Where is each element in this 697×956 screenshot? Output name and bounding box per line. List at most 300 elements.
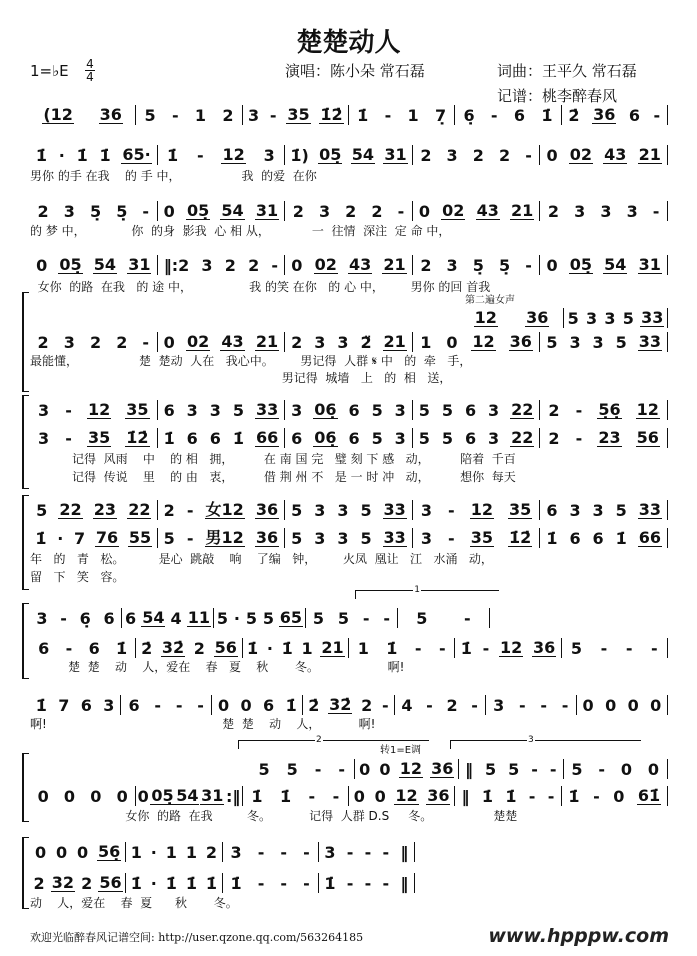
staff [30, 200, 668, 222]
note: 31 [384, 145, 407, 164]
lyric-line: 楚 楚 动 人，爱在 春 夏 秋 冬。 啊! [30, 660, 405, 674]
note: ‖ [400, 842, 409, 862]
note: 6 [186, 428, 198, 448]
note: 1̇ [481, 786, 493, 806]
note: 33 [255, 400, 279, 419]
note: 6 [348, 400, 360, 420]
note: 61̇ [637, 786, 661, 805]
note: - [271, 255, 279, 275]
note: 21 [511, 201, 534, 220]
staff [30, 694, 668, 716]
note: 33 [641, 308, 664, 327]
note: 3 [103, 695, 115, 715]
lyric-line: 女你 的路 在我 冬。 记得 人群 D.S 冬。 楚楚 [30, 809, 518, 823]
note: 3 [420, 500, 432, 520]
note: 36 [532, 638, 556, 657]
note: 06̣ [314, 400, 337, 419]
note: 1̇ [205, 873, 218, 893]
note: 33 [638, 332, 661, 351]
note: 1̇ [35, 145, 48, 165]
note: 0 [36, 255, 48, 275]
note: - [528, 786, 536, 806]
note: 65· [122, 145, 151, 164]
note: 23 [93, 500, 117, 519]
note: 32̇ [161, 638, 185, 657]
note: 2̇ [308, 695, 320, 715]
measure [158, 333, 285, 352]
note: 3 [592, 500, 604, 520]
note: 5 [360, 500, 372, 520]
lyric-line: 女你 的路 在我 的 途 中， 我 的笑 在你 的 心 中， 男你 的回 首我 [30, 280, 491, 294]
note: 36 [255, 500, 279, 519]
measure [540, 146, 667, 165]
note: - [438, 638, 446, 658]
note: 5 [286, 759, 298, 779]
note: - [518, 695, 526, 715]
note: - [280, 842, 288, 862]
note: 5̣ [116, 201, 128, 221]
note: 5 [418, 400, 430, 420]
note: 5 [546, 332, 558, 352]
note: - [575, 400, 583, 420]
system-bracket [22, 395, 29, 489]
measure [30, 146, 157, 165]
note: 12 [87, 400, 111, 419]
measure [540, 529, 667, 548]
note: 3 [493, 695, 505, 715]
note: 0 [55, 842, 68, 862]
note: 2 [163, 500, 175, 520]
staff [30, 331, 668, 353]
measure [30, 696, 120, 715]
note: 5̣6̣ [598, 400, 621, 419]
note: 12 [395, 786, 418, 805]
note: 7 [74, 528, 86, 548]
note: 0 [291, 255, 303, 275]
measure [285, 146, 412, 165]
note: 6 [628, 105, 641, 125]
note: 05̣ [569, 255, 593, 274]
measure [158, 429, 285, 448]
measure [455, 106, 560, 125]
note: 2 [37, 332, 49, 352]
note: 1̇ [615, 528, 627, 548]
note: 3 [248, 105, 260, 125]
note: 2 [222, 105, 234, 125]
note: 5 [418, 428, 430, 448]
measure [243, 639, 348, 658]
measure [214, 609, 305, 628]
measure [319, 874, 414, 893]
measure [540, 202, 667, 221]
note: 0 [613, 786, 625, 806]
bar-line [667, 695, 668, 715]
note: - [186, 500, 194, 520]
transcriber: 记谱：桃李醉春风 [497, 87, 618, 105]
note: 4 [170, 608, 182, 628]
measure [285, 529, 412, 548]
measure [564, 760, 668, 779]
note: 5 [312, 608, 325, 628]
note: 3 [394, 428, 406, 448]
note: 2̈ [360, 332, 372, 352]
note: 6 [464, 428, 477, 448]
lyric-line: 的 梦 中， 你 的身 影我 心 相 从， 一 往情 深注 定 命 中， [30, 224, 451, 238]
staff [30, 427, 668, 449]
note: 54 [93, 255, 117, 274]
note: 2 [292, 201, 304, 221]
measure [243, 106, 348, 125]
note: 2 [193, 638, 205, 658]
measure [562, 639, 667, 658]
note: 56̣ [98, 842, 121, 861]
note: - [625, 638, 633, 658]
note: 05̣ [59, 255, 82, 274]
measure [30, 639, 135, 658]
note: 54 [221, 201, 244, 220]
performance-note: 第二遍女声 [465, 295, 515, 306]
note: 2 [420, 145, 432, 165]
note: 32̇ [329, 695, 352, 714]
note: 1 [194, 105, 207, 125]
staff [30, 254, 668, 276]
note: 1̇ [285, 695, 297, 715]
note: 36 [255, 528, 279, 547]
note: - [257, 842, 265, 862]
note: 22 [511, 428, 534, 447]
note: 2 [371, 201, 383, 221]
bar-line [667, 759, 668, 779]
measure [349, 639, 454, 658]
system-bracket [22, 603, 29, 679]
staff [30, 872, 415, 894]
lyric-line: 男记得 城墙 上 的 相 送， [30, 371, 452, 385]
note: - [332, 786, 340, 806]
note: 36 [431, 759, 454, 778]
note: - [338, 759, 345, 779]
note: 6 [209, 428, 221, 448]
note: 32 [51, 873, 75, 892]
note: - [364, 873, 372, 893]
measure [319, 843, 414, 862]
singers: 演唱：陈小朵 常石磊 [285, 62, 425, 80]
note: 3 [337, 500, 349, 520]
note: 1̇2̇ [320, 105, 343, 124]
composer: 词曲：王平久 常石磊 [497, 62, 637, 80]
measure [285, 401, 412, 420]
note: 4 [401, 695, 413, 715]
measure [306, 609, 397, 628]
measure [540, 333, 667, 352]
note: 1̇ [460, 638, 472, 658]
note: - [303, 842, 310, 862]
note: - [197, 145, 204, 165]
note: 6 [80, 695, 92, 715]
note: 1̇ [130, 873, 142, 893]
measure [562, 106, 667, 125]
note: - [142, 332, 150, 352]
note: - [142, 201, 150, 221]
note: 6 [513, 105, 526, 125]
staff [30, 841, 415, 863]
note: 36 [509, 332, 532, 351]
note: 3 [592, 332, 604, 352]
note: - [397, 201, 405, 221]
note: 1̇ [505, 786, 517, 806]
bar-line [667, 255, 668, 275]
note: 36 [526, 308, 549, 327]
note: ‖ [400, 873, 409, 893]
note: 12 [399, 759, 422, 778]
staff [30, 144, 668, 166]
measure [355, 760, 459, 779]
note: - [575, 428, 583, 448]
note: 6 [464, 400, 477, 420]
note: 3 [574, 201, 586, 221]
note: 3 [446, 145, 458, 165]
note: 3 [394, 400, 406, 420]
note: 2 [37, 201, 49, 221]
note: 5 [484, 759, 497, 779]
measure [243, 787, 348, 806]
note: 男12 [205, 528, 244, 547]
staff [30, 104, 668, 126]
measure [30, 843, 125, 862]
measure [455, 639, 560, 658]
time-top: 4 [86, 57, 94, 71]
note: - [598, 759, 606, 779]
note: 0 [418, 201, 430, 221]
measure [413, 501, 540, 520]
note: 5 [258, 759, 270, 779]
note: 0 [37, 786, 49, 806]
measure [136, 106, 241, 125]
note: 0 [620, 759, 633, 779]
note: - [525, 255, 532, 275]
measure [158, 401, 285, 420]
footer-text: 欢迎光临醉春风记谱空间: http://user.qzone.qq.com/563264185 [30, 931, 364, 944]
note: 5 [232, 400, 244, 420]
note: - [303, 873, 310, 893]
note: 5 [291, 528, 303, 548]
note: 0 [34, 842, 47, 862]
measure [122, 609, 213, 628]
measure [398, 609, 489, 628]
note: · [57, 528, 64, 548]
note: - [362, 608, 370, 628]
bar-line [414, 842, 415, 862]
bar-line [667, 528, 668, 548]
system-bracket [22, 292, 29, 392]
bar-line [667, 786, 668, 806]
note: 1̇ [386, 638, 398, 658]
measure [158, 146, 285, 165]
note: 1̇ [76, 145, 88, 165]
note: 06̣ [314, 428, 337, 447]
note: 02 [569, 145, 593, 164]
note: - [651, 638, 658, 658]
note: 2 [548, 400, 560, 420]
note: 05̣ [319, 145, 342, 164]
note: - [257, 873, 265, 893]
note: 1̇ [251, 786, 263, 806]
note: 2 [81, 873, 93, 893]
measure [30, 529, 157, 548]
note: · [150, 842, 157, 862]
note: 1̇ [281, 638, 293, 658]
note: 2 [116, 332, 128, 352]
note: 5 [144, 105, 156, 125]
measure [126, 874, 221, 893]
note: 1̇ [165, 873, 177, 893]
note: - [448, 528, 455, 548]
note: 6 [163, 400, 175, 420]
note: 0 [546, 145, 558, 165]
note: 3 [600, 201, 612, 221]
volta-number: 2 [316, 735, 322, 745]
note: 35 [287, 105, 310, 124]
note: 5 [163, 528, 175, 548]
note: 1 [165, 842, 177, 862]
note: - [652, 201, 660, 221]
note: 1 [185, 842, 197, 862]
measure [158, 256, 285, 275]
note: 3 [38, 428, 50, 448]
note: - [653, 105, 661, 125]
note: 6 [569, 528, 581, 548]
note: 0 [582, 695, 594, 715]
note: 0 [627, 695, 639, 715]
note: 1 [301, 638, 313, 658]
note: 5 [245, 608, 257, 628]
note: 02 [442, 201, 465, 220]
staff [30, 785, 668, 807]
note: 21 [321, 638, 344, 657]
bar-line [667, 500, 668, 520]
note: 3 [314, 500, 326, 520]
note: 35 [126, 400, 149, 419]
note: 6 [592, 528, 604, 548]
watermark: www.hpppw.com [488, 925, 669, 947]
note: 36 [427, 786, 450, 805]
note: 5 [36, 500, 48, 520]
measure [540, 401, 667, 420]
note: - [308, 786, 316, 806]
note: 5 [622, 308, 634, 328]
note: 2 [224, 255, 236, 275]
note: 5 [360, 528, 372, 548]
note: 6̣ [79, 608, 91, 628]
note: ‖ [464, 759, 473, 779]
note: - [364, 842, 372, 862]
note: 3 [63, 332, 75, 352]
song-title: 楚楚动人 [296, 28, 401, 58]
note: - [197, 695, 204, 715]
note: 36 [593, 105, 616, 124]
measure [250, 760, 354, 779]
note: 2 [291, 332, 303, 352]
performance-note: 转1=E调 [380, 745, 422, 756]
note: 2 [547, 201, 560, 221]
measure [303, 696, 393, 715]
measure [126, 843, 221, 862]
note: 6 [546, 500, 558, 520]
note: 6̣ [463, 105, 475, 125]
note: 3 [420, 528, 432, 548]
note: 2 [446, 695, 458, 715]
note: - [175, 695, 183, 715]
note: - [384, 105, 392, 125]
lyric-line: 记得 风雨 中 的 相 拥， 在 南 国 完 璧 刻 下 感 动， 陪着 千百 [30, 452, 516, 466]
note: 3 [324, 842, 336, 862]
note: (12 [43, 105, 73, 124]
note: 12 [470, 500, 493, 519]
measure [136, 639, 241, 658]
measure [413, 529, 540, 548]
measure [223, 874, 318, 893]
note: 1̇ [99, 145, 111, 165]
note: 1̇) [290, 145, 309, 165]
note: 05̣ [186, 201, 210, 220]
note: 7 [58, 695, 70, 715]
note: 54 [351, 145, 374, 164]
measure [285, 256, 412, 275]
measure [540, 501, 667, 520]
bar-line [667, 332, 668, 352]
note: 0 [63, 786, 76, 806]
note: 3 [263, 145, 275, 165]
note: 21 [255, 332, 279, 351]
note: 33 [638, 500, 661, 519]
note: - [448, 500, 455, 520]
note: 2 [89, 332, 102, 352]
note: 5 [615, 332, 627, 352]
note: 6 [38, 638, 50, 658]
note: 56 [636, 428, 659, 447]
note: 5 [371, 400, 383, 420]
note: - [426, 695, 433, 715]
note: · [150, 873, 157, 893]
note: 2̇ [568, 105, 580, 125]
note: 6 [88, 638, 100, 658]
note: 0 [163, 332, 175, 352]
note: 7̣ [435, 105, 447, 125]
measure [285, 501, 412, 520]
note: 33 [383, 500, 406, 519]
note: 0 [647, 759, 660, 779]
note: - [540, 695, 548, 715]
note: 43 [476, 201, 499, 220]
note: - [382, 873, 390, 893]
note: 5̣ [89, 201, 102, 221]
system-bracket [22, 753, 29, 822]
measure [30, 333, 157, 352]
volta-bracket [450, 735, 641, 749]
note: 6 [128, 695, 140, 715]
measure [30, 202, 157, 221]
note: 0 [650, 695, 662, 715]
note: 3 [337, 528, 349, 548]
note: - [382, 842, 390, 862]
note: - [382, 695, 389, 715]
measure [540, 429, 667, 448]
bar-line [667, 428, 668, 448]
note: 35 [470, 528, 493, 547]
note: - [490, 105, 498, 125]
note: 1̇ [35, 695, 47, 715]
measure [30, 429, 157, 448]
measure [30, 874, 125, 893]
